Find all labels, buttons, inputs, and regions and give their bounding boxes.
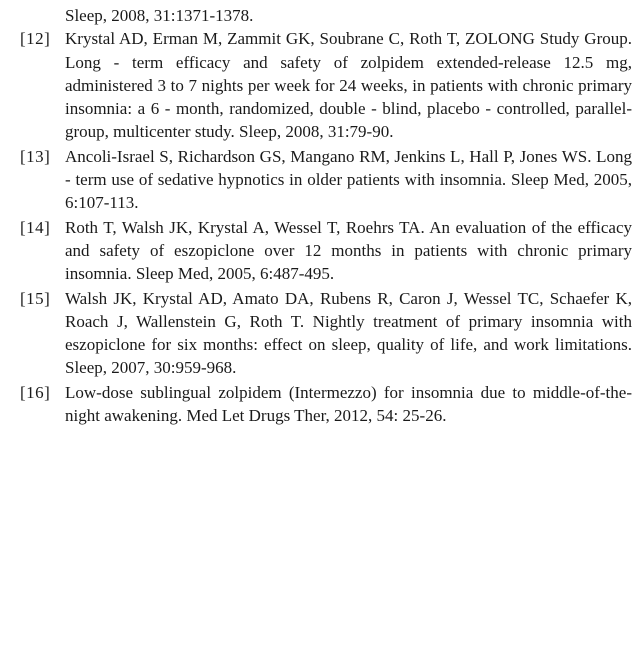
reference-text: Low-dose sublingual zolpidem (Intermezzo) for insomnia due to middle-of-the-night awakening. Med Let Drugs Ther, 2012, 54: 25-26. (65, 382, 632, 426)
reference-number: [14] (20, 217, 51, 237)
reference-number: [13] (20, 146, 51, 166)
reference-item-12 (20, 27, 632, 143)
reference-text: Krystal AD, Erman M, Zammit GK, Soubrane C, Roth T, ZOLONG Study Group. Long - term efficacy and safety of zolpidem extended-release 12.5 mg, administered 3 to 7 nights per week for 24 weeks, in patients with chronic primary insomnia: a 6 - month, randomized, double - blind, placebo - controlled, parallel-group, multicenter study. Sleep, 2008, 31:79-90. (65, 29, 632, 142)
reference-continuation (20, 4, 632, 27)
reference-text: Roth T, Walsh JK, Krystal A, Wessel T, Roehrs TA. An evaluation of the efficacy and safety of eszopiclone over 12 months in patients with chronic primary insomnia. Sleep Med, 2005, 6:487-495. (65, 217, 632, 284)
reference-number: [15] (20, 288, 51, 308)
reference-list (20, 4, 632, 428)
reference-item-16 (20, 381, 632, 428)
reference-number: [12] (20, 29, 51, 49)
reference-continuation-text: Sleep, 2008, 31:1371-1378. (65, 6, 254, 25)
reference-text: Walsh JK, Krystal AD, Amato DA, Rubens R, Caron J, Wessel TC, Schaefer K, Roach J, Wallenstein G, Roth T. Nightly treatment of primary insomnia with eszopiclone for six months: effect on sleep, quality of life, and work limitations. Sleep, 2007, 30:959-968. (65, 288, 632, 378)
reference-item-13 (20, 145, 632, 215)
reference-item-15 (20, 287, 632, 380)
reference-item-14 (20, 216, 632, 286)
reference-number: [16] (20, 382, 51, 402)
reference-text: Ancoli-Israel S, Richardson GS, Mangano RM, Jenkins L, Hall P, Jones WS. Long - term use of sedative hypnotics in older patients with insomnia. Sleep Med, 2005, 6:107-113. (65, 146, 632, 213)
